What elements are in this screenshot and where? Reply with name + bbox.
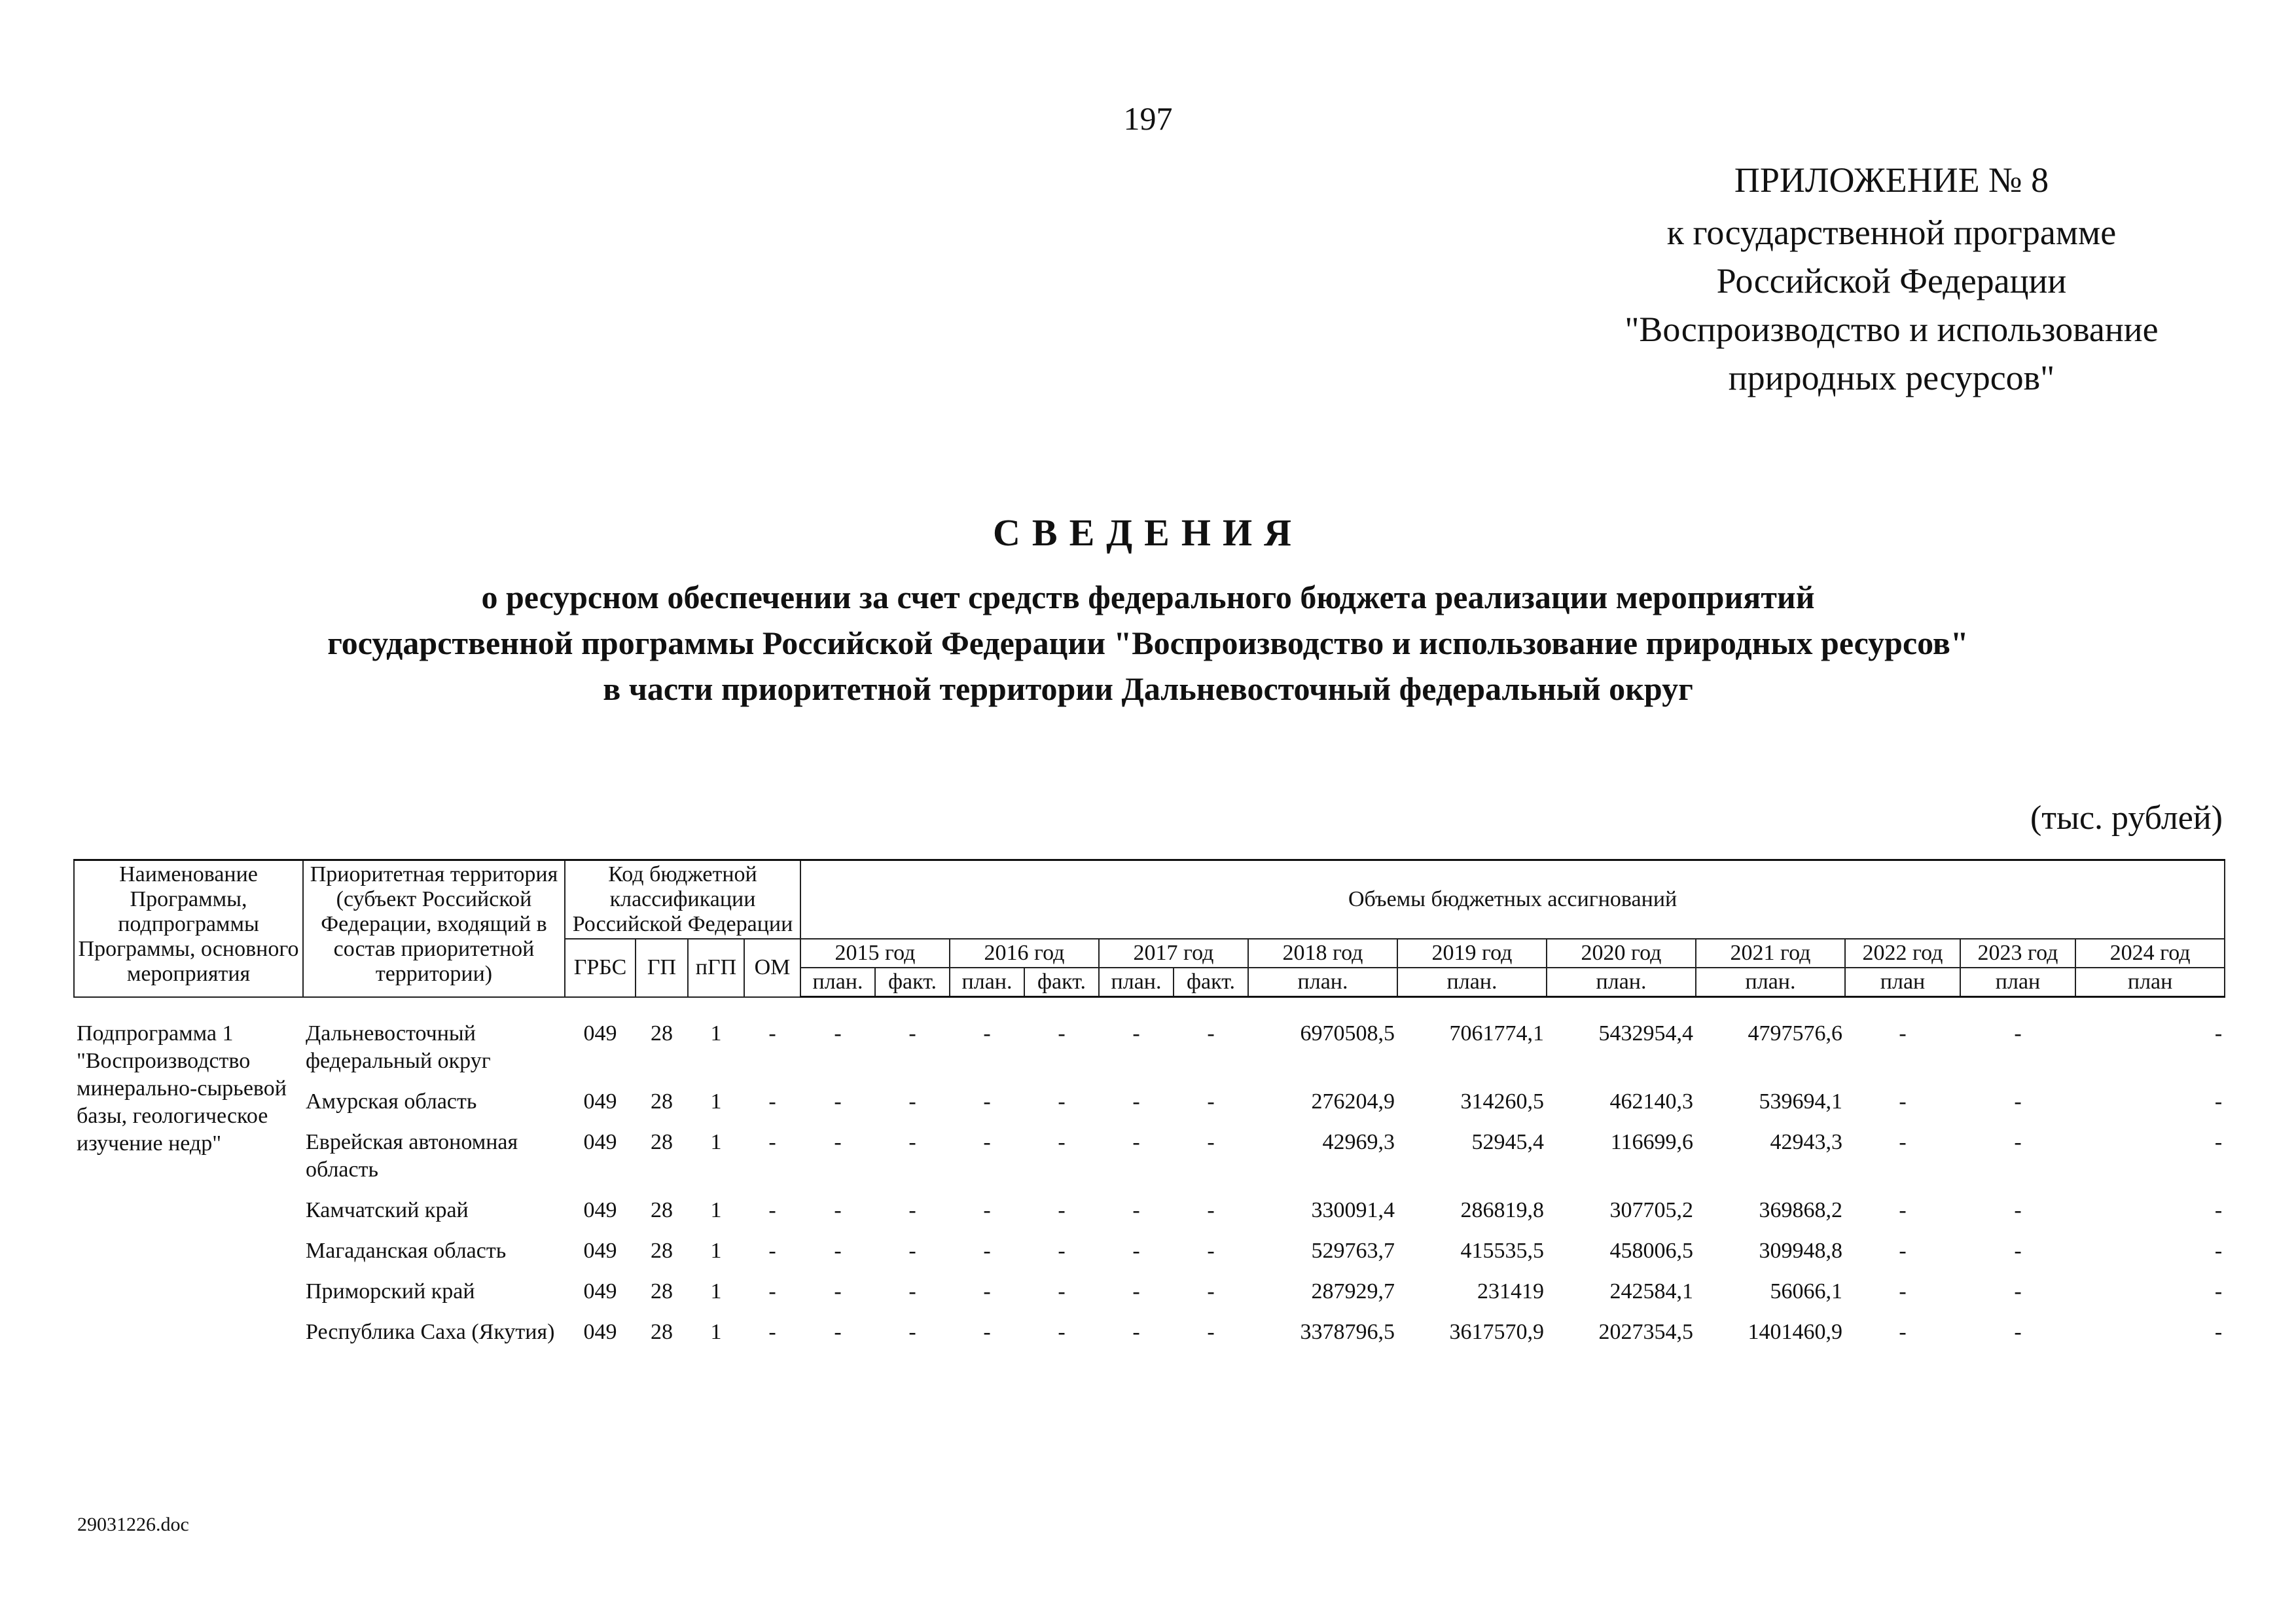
fact-2015-cell: - [908, 1198, 916, 1222]
plan-2020-cell: 2027354,5 [1598, 1320, 1694, 1344]
table-body [74, 997, 2225, 1360]
om-cell: - [768, 1320, 776, 1344]
plan-2022-cell: - [1899, 1089, 1907, 1114]
grbs-cell: 049 [583, 1198, 617, 1222]
plan-2024-cell: - [2214, 1239, 2223, 1263]
plan-2023-cell: - [2014, 1239, 2022, 1263]
plan-2017-cell: - [1132, 1021, 1140, 1046]
fact-2016-cell: - [1058, 1320, 1066, 1344]
header-year-2024: 2024 год [2075, 939, 2225, 968]
plan-2016-cell: - [983, 1198, 991, 1222]
table-row [74, 1197, 2225, 1237]
plan-2018-cell: 42969,3 [1322, 1130, 1395, 1154]
plan-2021-cell: 369868,2 [1759, 1198, 1843, 1222]
plan-2019-cell: 314260,5 [1460, 1089, 1545, 1114]
grbs-cell: 049 [583, 1089, 617, 1114]
fact-2016-cell: - [1058, 1279, 1066, 1304]
pgp-cell: 1 [710, 1279, 722, 1304]
appendix-line: к государственной программе [1666, 213, 2117, 252]
appendix-block [1564, 156, 2219, 402]
pgp-cell: 1 [710, 1021, 722, 1046]
plan-2015-cell: - [834, 1089, 842, 1114]
header-year-2023: 2023 год [1960, 939, 2075, 968]
grbs-cell: 049 [583, 1320, 617, 1344]
gp-cell: 28 [651, 1130, 673, 1154]
plan-2016-cell: - [983, 1279, 991, 1304]
pgp-cell: 1 [710, 1239, 722, 1263]
plan-2023-cell: - [2014, 1198, 2022, 1222]
header-plan: план [1845, 968, 1960, 997]
table-header [74, 860, 2225, 997]
appendix-title: ПРИЛОЖЕНИЕ № 8 [1734, 160, 2049, 200]
header-year-2017: 2017 год [1099, 939, 1248, 968]
plan-2018-cell: 3378796,5 [1300, 1320, 1395, 1344]
plan-2017-cell: - [1132, 1089, 1140, 1114]
plan-2018-cell: 330091,4 [1311, 1198, 1395, 1222]
table-row [74, 1278, 2225, 1319]
plan-2015-cell: - [834, 1320, 842, 1344]
plan-2019-cell: 7061774,1 [1449, 1021, 1545, 1046]
fact-2017-cell: - [1207, 1089, 1215, 1114]
plan-2023-cell: - [2014, 1089, 2022, 1114]
header-budget-code: Код бюджетной классификации Российской Федерации [565, 860, 800, 939]
budget-table [73, 859, 2225, 1359]
plan-2017-cell: - [1132, 1279, 1140, 1304]
gp-cell: 28 [651, 1198, 673, 1222]
subtitle-line: в части приоритетной территории Дальневосточный федеральный округ [603, 670, 1693, 707]
header-grbs: ГРБС [565, 939, 636, 997]
header-plan: план. [1099, 968, 1174, 997]
grbs-cell: 049 [583, 1130, 617, 1154]
plan-2024-cell: - [2214, 1130, 2223, 1154]
fact-2015-cell: - [908, 1021, 916, 1046]
plan-2021-cell: 539694,1 [1759, 1089, 1843, 1114]
plan-2018-cell: 6970508,5 [1300, 1021, 1395, 1046]
plan-2020-cell: 458006,5 [1609, 1239, 1694, 1263]
plan-2016-cell: - [983, 1320, 991, 1344]
plan-2019-cell: 415535,5 [1460, 1239, 1545, 1263]
plan-2018-cell: 529763,7 [1311, 1239, 1395, 1263]
plan-2018-cell: 287929,7 [1311, 1279, 1395, 1304]
title-block [0, 511, 2296, 712]
om-cell: - [768, 1279, 776, 1304]
plan-2021-cell: 1401460,9 [1748, 1320, 1843, 1344]
gp-cell: 28 [651, 1089, 673, 1114]
header-plan: план. [950, 968, 1024, 997]
gp-cell: 28 [651, 1320, 673, 1344]
doc-title: СВЕДЕНИЯ [993, 511, 1303, 554]
fact-2015-cell: - [908, 1089, 916, 1114]
header-gp: ГП [636, 939, 688, 997]
fact-2015-cell: - [908, 1279, 916, 1304]
appendix-line: Российской Федерации [1716, 261, 2067, 301]
plan-2021-cell: 309948,8 [1759, 1239, 1843, 1263]
header-year-2020: 2020 год [1547, 939, 1696, 968]
header-fact: факт. [1174, 968, 1248, 997]
page-number: 197 [1123, 100, 1173, 137]
table-row [74, 1088, 2225, 1129]
file-name-footer: 29031226.doc [77, 1514, 189, 1535]
fact-2016-cell: - [1058, 1130, 1066, 1154]
plan-2019-cell: 286819,8 [1460, 1198, 1545, 1222]
plan-2020-cell: 307705,2 [1609, 1198, 1694, 1222]
fact-2017-cell: - [1207, 1320, 1215, 1344]
plan-2019-cell: 52945,4 [1471, 1130, 1545, 1154]
gp-cell: 28 [651, 1279, 673, 1304]
header-fact: факт. [875, 968, 950, 997]
plan-2015-cell: - [834, 1198, 842, 1222]
header-year-2018: 2018 год [1248, 939, 1397, 968]
plan-2022-cell: - [1899, 1320, 1907, 1344]
plan-2024-cell: - [2214, 1279, 2223, 1304]
plan-2021-cell: 42943,3 [1770, 1130, 1843, 1154]
plan-2016-cell: - [983, 1089, 991, 1114]
header-plan: план. [800, 968, 875, 997]
program-name: Подпрограмма 1 "Воспроизводство минерально-сырьевой базы, геологическое изучение недр" [77, 1021, 287, 1156]
plan-2024-cell: - [2214, 1198, 2223, 1222]
om-cell: - [768, 1130, 776, 1154]
pgp-cell: 1 [710, 1089, 722, 1114]
plan-2022-cell: - [1899, 1198, 1907, 1222]
fact-2015-cell: - [908, 1320, 916, 1344]
plan-2015-cell: - [834, 1239, 842, 1263]
fact-2017-cell: - [1207, 1130, 1215, 1154]
header-plan: план. [1248, 968, 1397, 997]
fact-2016-cell: - [1058, 1021, 1066, 1046]
om-cell: - [768, 1021, 776, 1046]
territory-cell: Магаданская область [306, 1239, 507, 1263]
plan-2024-cell: - [2214, 1320, 2223, 1344]
header-territory: Приоритетная территория (субъект Российской Федерации, входящий в состав приоритетной территории) [303, 860, 565, 997]
header-plan: план [1960, 968, 2075, 997]
plan-2016-cell: - [983, 1239, 991, 1263]
plan-2023-cell: - [2014, 1279, 2022, 1304]
territory-cell: Приморский край [306, 1279, 475, 1304]
plan-2019-cell: 231419 [1477, 1279, 1545, 1304]
plan-2015-cell: - [834, 1021, 842, 1046]
plan-2017-cell: - [1132, 1239, 1140, 1263]
header-pgp: пГП [688, 939, 744, 997]
fact-2017-cell: - [1207, 1239, 1215, 1263]
plan-2022-cell: - [1899, 1279, 1907, 1304]
plan-2020-cell: 5432954,4 [1598, 1021, 1694, 1046]
territory-cell: Республика Саха (Якутия) [306, 1320, 555, 1344]
plan-2022-cell: - [1899, 1130, 1907, 1154]
appendix-line: природных ресурсов" [1728, 358, 2055, 397]
subtitle-line: государственной программы Российской Федерации "Воспроизводство и использование природных ресурсов" [327, 625, 1969, 661]
plan-2022-cell: - [1899, 1021, 1907, 1046]
pgp-cell: 1 [710, 1320, 722, 1344]
header-year-2019: 2019 год [1397, 939, 1547, 968]
header-plan: план [2075, 968, 2225, 997]
header-year-2016: 2016 год [950, 939, 1099, 968]
gp-cell: 28 [651, 1021, 673, 1046]
plan-2023-cell: - [2014, 1320, 2022, 1344]
plan-2023-cell: - [2014, 1130, 2022, 1154]
header-fact: факт. [1024, 968, 1099, 997]
plan-2017-cell: - [1132, 1130, 1140, 1154]
table-row [74, 1129, 2225, 1197]
om-cell: - [768, 1239, 776, 1263]
plan-2018-cell: 276204,9 [1311, 1089, 1395, 1114]
pgp-cell: 1 [710, 1198, 722, 1222]
plan-2016-cell: - [983, 1021, 991, 1046]
territory-cell: Еврейская автономная область [306, 1130, 518, 1182]
plan-2024-cell: - [2214, 1021, 2223, 1046]
header-plan: план. [1397, 968, 1547, 997]
units-label: (тыс. рублей) [2030, 799, 2223, 837]
gp-cell: 28 [651, 1239, 673, 1263]
grbs-cell: 049 [583, 1021, 617, 1046]
header-year-2015: 2015 год [800, 939, 950, 968]
fact-2016-cell: - [1058, 1239, 1066, 1263]
plan-2016-cell: - [983, 1130, 991, 1154]
header-year-2021: 2021 год [1696, 939, 1845, 968]
header-plan: план. [1547, 968, 1696, 997]
plan-2021-cell: 56066,1 [1770, 1279, 1843, 1304]
header-volumes: Объемы бюджетных ассигнований [800, 860, 2225, 939]
pgp-cell: 1 [710, 1130, 722, 1154]
plan-2022-cell: - [1899, 1239, 1907, 1263]
plan-2017-cell: - [1132, 1320, 1140, 1344]
fact-2016-cell: - [1058, 1198, 1066, 1222]
fact-2016-cell: - [1058, 1089, 1066, 1114]
plan-2017-cell: - [1132, 1198, 1140, 1222]
plan-2015-cell: - [834, 1279, 842, 1304]
plan-2024-cell: - [2214, 1089, 2223, 1114]
territory-cell: Амурская область [306, 1089, 477, 1114]
table-row [74, 1237, 2225, 1278]
fact-2015-cell: - [908, 1130, 916, 1154]
fact-2017-cell: - [1207, 1198, 1215, 1222]
header-plan: план. [1696, 968, 1845, 997]
header-year-2022: 2022 год [1845, 939, 1960, 968]
territory-cell: Камчатский край [306, 1198, 469, 1222]
table-row [74, 1319, 2225, 1359]
territory-cell: Дальневосточный федеральный округ [306, 1021, 491, 1073]
plan-2020-cell: 116699,6 [1610, 1130, 1694, 1154]
fact-2017-cell: - [1207, 1021, 1215, 1046]
om-cell: - [768, 1089, 776, 1114]
appendix-line: "Воспроизводство и использование [1624, 310, 2159, 349]
plan-2019-cell: 3617570,9 [1449, 1320, 1545, 1344]
header-program: Наименование Программы, подпрограммы Программы, основного мероприятия [74, 860, 303, 997]
plan-2020-cell: 242584,1 [1609, 1279, 1694, 1304]
grbs-cell: 049 [583, 1279, 617, 1304]
fact-2015-cell: - [908, 1239, 916, 1263]
header-om: ОМ [744, 939, 800, 997]
plan-2021-cell: 4797576,6 [1748, 1021, 1843, 1046]
plan-2023-cell: - [2014, 1021, 2022, 1046]
plan-2015-cell: - [834, 1130, 842, 1154]
om-cell: - [768, 1198, 776, 1222]
subtitle-line: о ресурсном обеспечении за счет средств федерального бюджета реализации мероприятий [481, 579, 1815, 615]
grbs-cell: 049 [583, 1239, 617, 1263]
table-row [74, 1020, 2225, 1088]
plan-2020-cell: 462140,3 [1609, 1089, 1694, 1114]
fact-2017-cell: - [1207, 1279, 1215, 1304]
